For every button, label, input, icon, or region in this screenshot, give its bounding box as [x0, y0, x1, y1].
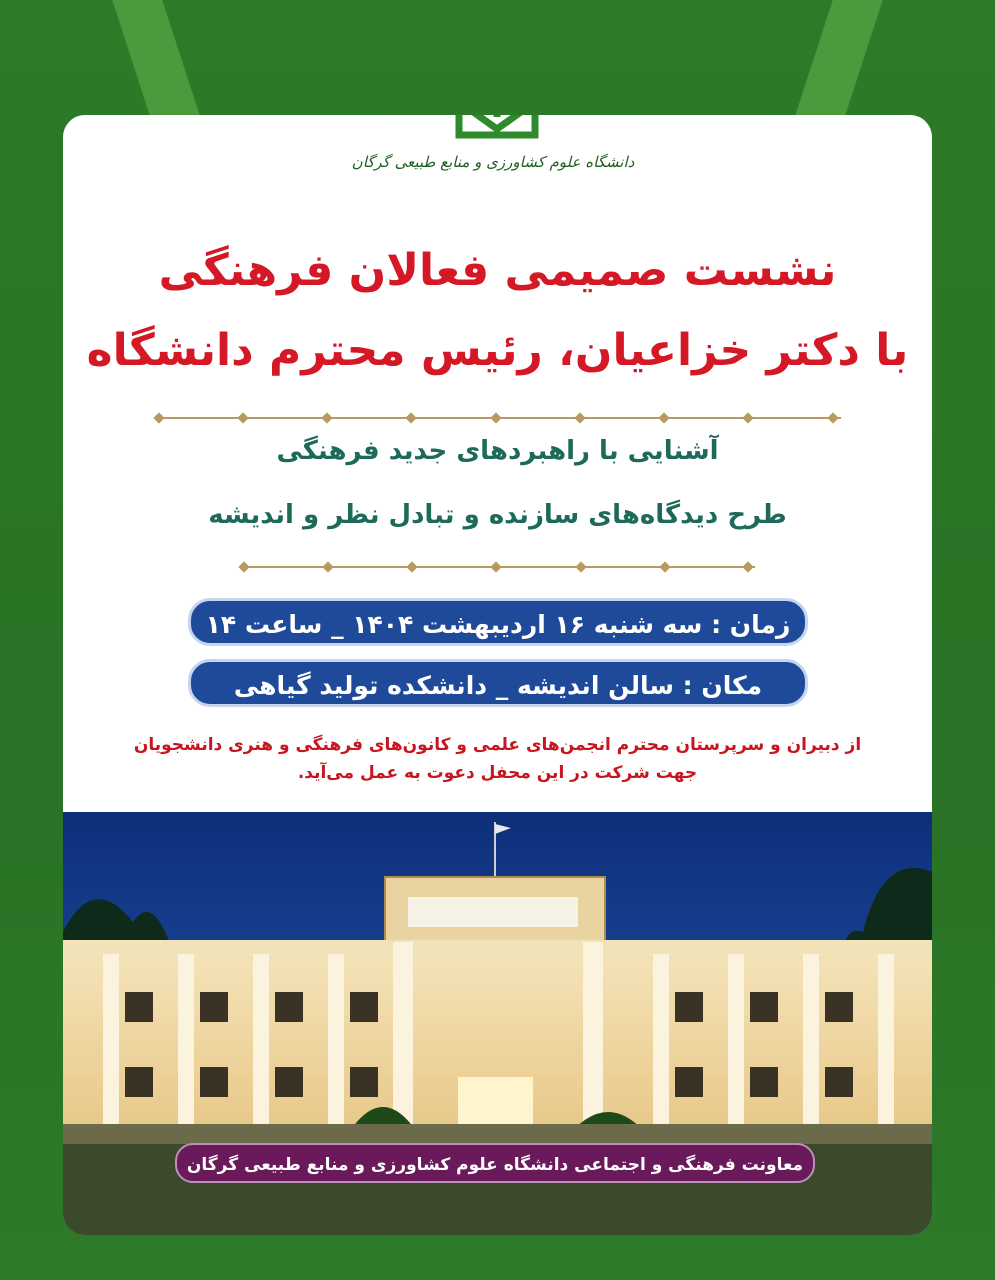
event-title-line2: با دکتر خزاعیان، رئیس محترم دانشگاه	[86, 325, 909, 376]
ornamental-divider-bottom	[240, 566, 755, 568]
subtitle-line1: آشنایی با راهبردهای جدید فرهنگی	[276, 436, 719, 466]
event-time-badge: زمان : سه شنبه ۱۶ اردیبهشت ۱۴۰۴ _ ساعت ۱۴	[188, 598, 808, 646]
logo-caption: دانشگاه علوم کشاورزی و منابع طبیعی گرگان	[351, 153, 635, 171]
event-title-line1: نشست صمیمی فعالان فرهنگی	[158, 245, 837, 296]
subtitle-line2: طرح دیدگاه‌های سازنده و تبادل نظر و اندیشه	[208, 500, 787, 530]
poster-card	[63, 115, 932, 1235]
ornamental-divider-top	[155, 417, 841, 419]
invitation-text-line2: جهت شرکت در این محفل دعوت به عمل می‌آید.	[297, 763, 698, 783]
invitation-text-line1: از دبیران و سرپرستان محترم انجمن‌های علمی و کانون‌های فرهنگی و هنری دانشجویان	[133, 735, 862, 755]
event-location-badge: مکان : سالن اندیشه _ دانشکده تولید گیاهی	[188, 659, 808, 707]
university-logo-icon	[447, 115, 547, 147]
organizer-footer: معاونت فرهنگی و اجتماعی دانشگاه علوم کشاورزی و منابع طبیعی گرگان	[175, 1143, 815, 1183]
